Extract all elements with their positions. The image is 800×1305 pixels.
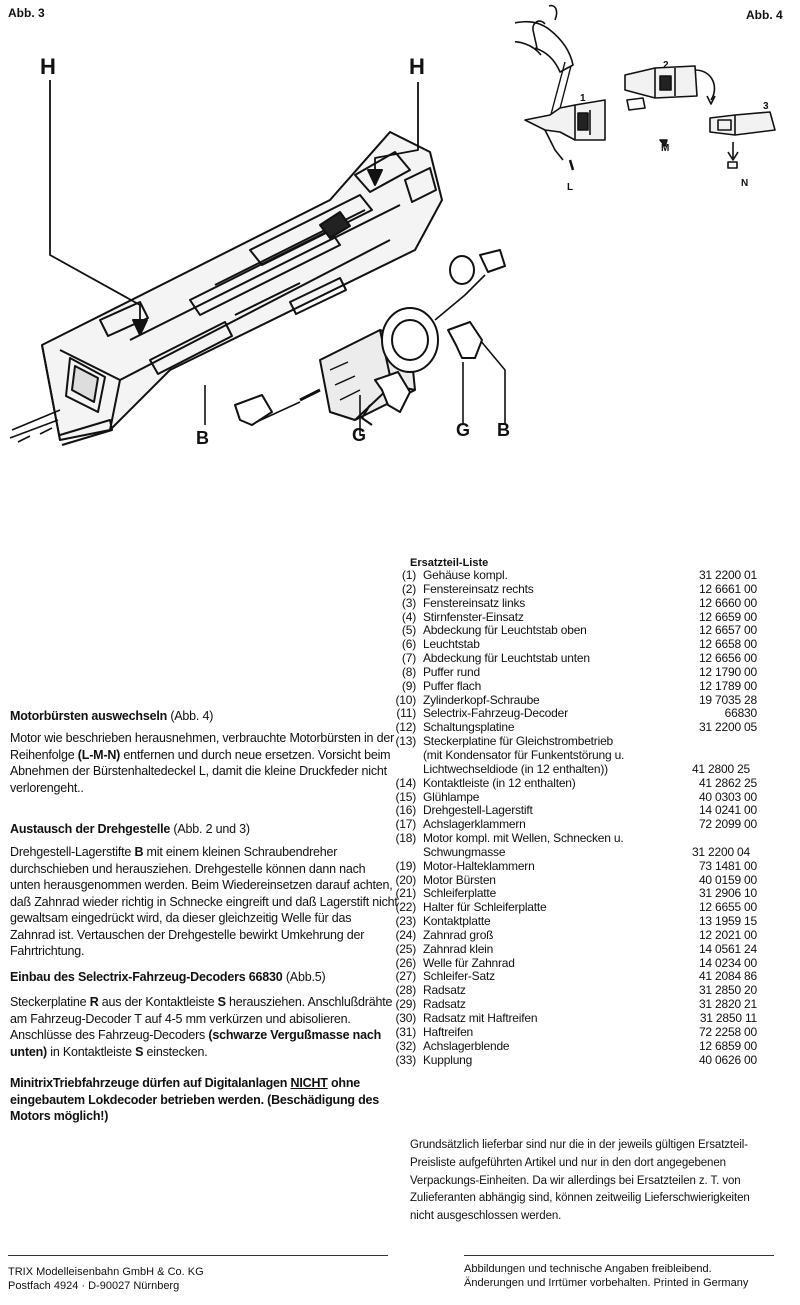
part-name: Stirnfenster-Einsatz (423, 609, 524, 624)
parts-list-item (380, 1040, 757, 1054)
parts-list-item (380, 929, 757, 943)
abb4-label-m: M (661, 143, 670, 154)
part-number: (24) (395, 927, 416, 942)
parts-list-item (380, 666, 757, 680)
part-name-continuation: Schwungmasse (423, 844, 506, 859)
brushes-text-bold: (L-M-N) (77, 747, 121, 762)
part-number: (21) (395, 886, 416, 901)
part-name: Achslagerblende (423, 1038, 510, 1053)
part-name-continuation: (mit Kondensator für Funkentstörung u. (423, 747, 625, 762)
part-name: Kontaktleiste (in 12 enthalten) (423, 775, 576, 790)
part-number: (2) (401, 581, 416, 596)
part-name: Halter für Schleiferplatte (423, 900, 547, 915)
bogies-heading-text: Austausch der Drehgestelle (10, 822, 171, 836)
footer-rights-line2: Änderungen und Irrtümer vorbehalten. Printed in Germany (464, 1277, 749, 1289)
parts-list-item (380, 957, 757, 971)
part-code: 12 6655 00 (698, 900, 757, 915)
part-number: (28) (395, 983, 416, 998)
part-name: Motor Bürsten (423, 872, 496, 887)
decoder-bold-r: R (89, 995, 99, 1009)
parts-list-item (380, 652, 757, 666)
part-code: 12 6859 00 (698, 1038, 757, 1053)
abb4-label: Abb. 4 (746, 8, 783, 22)
locomotive-chassis-drawing (0, 40, 530, 460)
part-code: 12 6657 00 (698, 623, 757, 638)
brushes-fig-ref: (Abb. 4) (170, 709, 214, 723)
part-code: 41 2084 86 (698, 969, 757, 984)
part-number: (7) (401, 651, 416, 666)
decoder-text-1: Steckerplatine (10, 995, 90, 1009)
part-number: (19) (395, 858, 416, 873)
part-code: 12 6656 00 (698, 651, 757, 666)
part-number: (30) (395, 1011, 416, 1025)
part-number: (5) (401, 623, 416, 638)
part-number: (17) (395, 817, 416, 832)
brushes-text-2: entfernen und durch neue ersetzen. Vorsicht beim Abnehmen der Bürstenhaltedeckel L, damit die kleine Druckfeder nicht verlorengeht.. (10, 747, 391, 795)
decoder-bold-s1: S (217, 995, 226, 1009)
part-code: 14 0241 00 (698, 803, 757, 818)
part-name: Zylinderkopf-Schraube (423, 692, 540, 707)
parts-list-item (380, 832, 757, 846)
label-b-left: B (196, 428, 209, 448)
parts-list-item (380, 1012, 757, 1026)
decoder-bold-mass: (schwarze Vergußmasse nach unten) (10, 1028, 382, 1059)
parts-list-item (380, 887, 757, 901)
part-code: 40 0159 00 (698, 872, 757, 887)
label-g-left: G (352, 425, 367, 445)
part-name: Schleiferplatte (423, 886, 497, 901)
parts-list-item-continuation (380, 846, 757, 860)
parts-list-item (380, 638, 757, 652)
part-number: (1) (401, 568, 416, 582)
part-name-continuation: Lichtwechseldiode (in 12 enthalten)) (423, 761, 608, 776)
part-number: (15) (395, 789, 416, 804)
part-number: (32) (395, 1038, 416, 1053)
part-number: (23) (395, 914, 416, 929)
part-code: 12 6658 00 (698, 637, 757, 652)
part-code: 31 2200 04 (691, 844, 750, 859)
parts-list-item (380, 611, 757, 625)
abb4-step-1: 1 (580, 93, 586, 104)
decoder-paragraph (10, 994, 398, 1060)
part-number: (9) (401, 678, 416, 693)
part-code: 13 1959 15 (698, 914, 757, 929)
parts-list-item-continuation (380, 749, 757, 763)
abb4-label-n: N (741, 178, 749, 189)
parts-list-item (380, 818, 757, 832)
part-name: Glühlampe (423, 789, 480, 804)
part-code: 12 6660 00 (698, 595, 757, 610)
part-code: 72 2099 00 (698, 817, 757, 832)
part-code: 14 0234 00 (698, 955, 757, 970)
part-code: 31 2200 01 (698, 568, 757, 582)
part-code: 12 1790 00 (698, 664, 757, 679)
part-code: 31 2820 21 (698, 997, 757, 1012)
parts-list-item (380, 777, 757, 791)
brushes-paragraph (10, 730, 398, 796)
part-code (679, 735, 757, 749)
part-name: Achslagerklammern (423, 817, 526, 832)
brushes-heading-text: Motorbürsten auswechseln (10, 709, 168, 723)
part-name: Radsatz mit Haftreifen (423, 1011, 538, 1025)
part-code: 73 1481 00 (698, 858, 757, 873)
part-code: 40 0303 00 (698, 789, 757, 804)
hand-with-tweezers-drawing (515, 6, 573, 170)
part-code: 19 7035 28 (698, 692, 757, 707)
label-h-left: H (40, 54, 56, 79)
parts-list-item (380, 901, 757, 915)
parts-list-item (380, 915, 757, 929)
part-name: Drehgestell-Lagerstift (423, 803, 533, 818)
abb4-step-2: 2 (663, 60, 669, 71)
decoder-text-3: herausziehen. Anschlußdrähte am Fahrzeug-Decoder T auf 4-5 mm verkürzen und abisolieren. Anschlüsse des Fahrzeug-Decoders (10, 995, 393, 1042)
part-code: 66830 (724, 706, 757, 721)
parts-list-item (380, 624, 757, 638)
part-number: (31) (395, 1024, 416, 1039)
motor-brush-drawing (515, 0, 800, 200)
parts-list-item (380, 970, 757, 984)
decoder-bold-s2: S (135, 1044, 144, 1059)
part-code: 12 6659 00 (698, 609, 757, 624)
bogies-paragraph (10, 844, 398, 960)
part-name: Steckerplatine für Gleichstrombetrieb (423, 734, 614, 749)
part-code: 31 2850 20 (698, 983, 757, 998)
part-name: Schaltungsplatine (423, 720, 515, 735)
part-code: 31 2200 05 (698, 720, 757, 735)
part-name: Radsatz (423, 997, 466, 1012)
parts-list-item (380, 984, 757, 998)
part-name: Abdeckung für Leuchtstab oben (423, 623, 587, 638)
part-code: 12 1789 00 (698, 678, 757, 693)
abb4-label-l: L (567, 182, 574, 193)
part-name: Radsatz (423, 983, 466, 998)
part-name: Puffer rund (423, 664, 480, 679)
part-number: (12) (395, 720, 416, 735)
parts-list-item (380, 583, 757, 597)
part-name: Leuchtstab (423, 637, 480, 652)
availability-note: Grundsätzlich lieferbar sind nur die in der jeweils gültigen Ersatzteil-Preisliste aufgeführten Artikel und nur in den dort angegebenen Verpackungs-Einheiten. Da wir allerdings bei Ersatzteilen z. T. von Zulieferanten abhängig sind, können zeitweilig Lieferschwierigkeiten nicht ausgeschlossen werden. (410, 1139, 750, 1223)
decoder-heading (10, 970, 398, 984)
parts-list-item (380, 721, 757, 735)
part-number: (20) (395, 872, 416, 887)
parts-list-item (380, 694, 757, 708)
bogies-text-1: Drehgestell-Lagerstifte (10, 845, 135, 859)
parts-list-item (380, 1054, 757, 1068)
part-number: (18) (395, 831, 416, 846)
part-name: Selectrix-Fahrzeug-Decoder (423, 706, 568, 721)
part-name: Zahnrad groß (423, 927, 494, 942)
parts-list-item (380, 597, 757, 611)
parts-list-item (380, 1026, 757, 1040)
part-code: 12 2021 00 (698, 927, 757, 942)
part-code: 12 6661 00 (698, 581, 757, 596)
parts-list-item (380, 569, 757, 583)
footer-company (8, 1265, 204, 1293)
label-h-right: H (409, 54, 425, 79)
part-name: Motor kompl. mit Wellen, Schnecken u. (423, 831, 624, 846)
bogies-text-bold: B (134, 845, 144, 859)
part-name: Puffer flach (423, 678, 482, 693)
parts-list-item (380, 791, 757, 805)
label-b-right: B (497, 420, 510, 440)
footer-company-line1: TRIX Modelleisenbahn GmbH & Co. KG (8, 1266, 204, 1278)
part-name: Kupplung (423, 1052, 473, 1067)
part-name: Schleifer-Satz (423, 969, 495, 984)
part-code: 31 2906 10 (698, 886, 757, 901)
decoder-text-2: aus der Kontaktleiste (98, 995, 218, 1009)
part-number: (26) (395, 955, 416, 970)
digital-warning (10, 1075, 398, 1125)
part-name: Haftreifen (423, 1024, 474, 1039)
part-code: 41 2862 25 (698, 775, 757, 790)
parts-list-item (380, 860, 757, 874)
warning-text-underlined: NICHT (290, 1076, 328, 1090)
part-name: Fenstereinsatz rechts (423, 581, 534, 596)
abb4-step-3: 3 (763, 101, 769, 112)
part-number: (16) (395, 803, 416, 818)
part-code: 41 2800 25 (691, 761, 750, 776)
abb3-label: Abb. 3 (8, 6, 45, 20)
part-name: Gehäuse kompl. (423, 568, 508, 582)
label-g-right: G (456, 420, 471, 440)
parts-list-item (380, 707, 757, 721)
part-number: (4) (401, 609, 416, 624)
part-name: Welle für Zahnrad (423, 955, 515, 970)
warning-text-pre: MinitrixTriebfahrzeuge dürfen auf Digitalanlagen (10, 1076, 291, 1090)
part-code: 14 0561 24 (698, 941, 757, 956)
bogies-fig-ref: (Abb. 2 und 3) (173, 822, 250, 836)
part-number: (6) (401, 637, 416, 652)
part-number: (27) (395, 969, 416, 984)
footer-rights-line1: Abbildungen und technische Angaben freibleibend. (464, 1263, 712, 1275)
footer-rule-left (8, 1255, 388, 1256)
parts-list-item (380, 735, 757, 749)
bogies-text-2: mit einem kleinen Schraubendreher durchschieben und herausziehen. Drehgestelle können dann nach unten herausgenommen werden. Beim Wiedereinsetzen darauf achten, daß Zahnrad wieder richtig in Schnecke eingreift und daß Lagerstift nicht gewaltsam eingedrückt wird, da dieser gleichzeitig Welle für das Zahnrad ist. Vertauschen der Drehgestelle bewirkt Umkehrung der Fahrtrichtung. (10, 845, 398, 958)
parts-list-item (380, 680, 757, 694)
decoder-text-4: in Kontaktleiste (46, 1044, 136, 1059)
part-code: 72 2258 00 (698, 1024, 757, 1039)
parts-list-item (380, 804, 757, 818)
part-number: (11) (396, 706, 416, 721)
part-name: Zahnrad klein (423, 941, 494, 956)
part-code: 31 2850 11 (699, 1011, 757, 1025)
part-name: Fenstereinsatz links (423, 595, 526, 610)
parts-list-title: Ersatzteil-Liste (410, 557, 489, 569)
bogies-heading (10, 822, 398, 836)
part-number: (29) (395, 997, 416, 1012)
brushes-text-1: Motor wie beschrieben herausnehmen, verbrauchte Motorbürsten in der Reihenfolge (10, 731, 395, 762)
part-name: Motor-Halteklammern (423, 858, 535, 873)
parts-list-item (380, 998, 757, 1012)
decoder-text-5: einstecken. (143, 1044, 208, 1059)
parts-list-item (380, 943, 757, 957)
part-number: (8) (401, 664, 416, 679)
part-number: (33) (395, 1052, 416, 1067)
footer-rule-right (464, 1255, 774, 1256)
part-number: (3) (401, 595, 416, 610)
footer-rights (464, 1262, 748, 1290)
parts-list-item-continuation (380, 763, 757, 777)
part-name: Kontaktplatte (423, 914, 491, 929)
part-number: (14) (395, 775, 416, 790)
warning-text-post: ohne eingebautem Lokdecoder betrieben werden. (Beschädigung des Motors möglich!) (10, 1076, 380, 1123)
part-number: (10) (395, 692, 416, 707)
part-code (679, 832, 757, 846)
part-name: Abdeckung für Leuchtstab unten (423, 651, 590, 666)
decoder-fig-ref: (Abb.5) (285, 970, 326, 984)
part-code: 40 0626 00 (698, 1052, 757, 1067)
decoder-heading-text: Einbau des Selectrix-Fahrzeug-Decoders 66830 (10, 970, 283, 984)
part-number: (25) (395, 941, 416, 956)
brushes-heading (10, 709, 398, 723)
parts-list (380, 569, 757, 1067)
parts-list-item (380, 874, 757, 888)
footer-company-line2: Postfach 4924 · D-90027 Nürnberg (8, 1280, 180, 1292)
part-number: (22) (395, 900, 416, 915)
part-number: (13) (395, 734, 416, 749)
